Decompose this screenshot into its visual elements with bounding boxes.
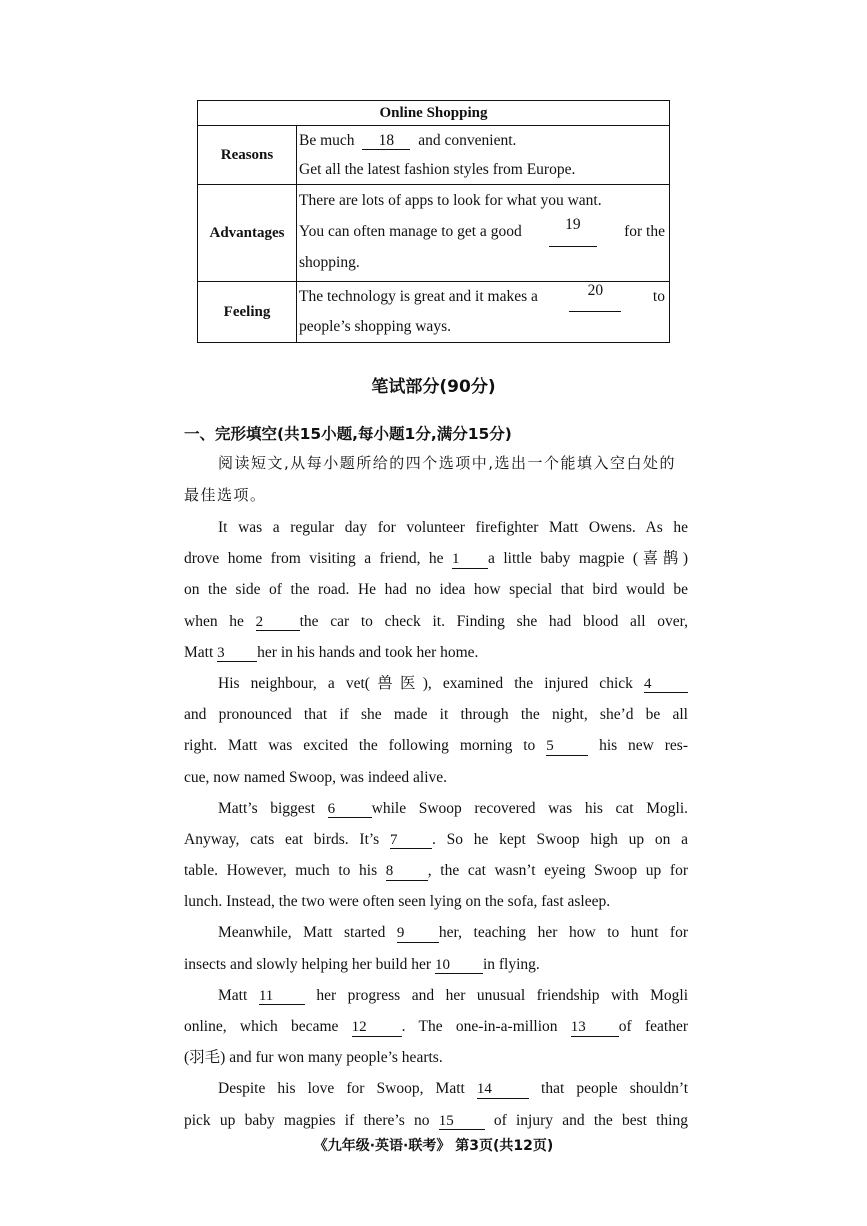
row-content-feeling: [297, 282, 670, 343]
table-row-reasons: [198, 126, 670, 185]
online-shopping-table: [197, 100, 670, 343]
table-row-advantages: [198, 185, 670, 282]
text-segment: . So he kept Swoop high up on a: [431, 830, 689, 848]
blank-6[interactable]: 6: [328, 801, 372, 819]
blank-15[interactable]: 15: [439, 1113, 485, 1131]
page-footer: 《九年级·英语·联考》 第3页(共12页): [313, 1138, 554, 1154]
row-content-advantages: [297, 185, 670, 282]
passage-line: lunch. Instead, the two were often seen lying on the sofa, fast asleep.: [184, 893, 611, 911]
text-segment: of feather: [618, 1018, 689, 1035]
text-line: There are lots of apps to look for what you want.: [299, 192, 602, 209]
section-title: 笔试部分(90分): [371, 377, 496, 397]
text-segment: and convenient.: [418, 132, 517, 149]
text-segment: that people shouldn’t: [541, 1080, 689, 1098]
text-segment: of injury and the best thing: [493, 1111, 688, 1129]
blank-7[interactable]: 7: [390, 832, 432, 850]
text-segment: Be much: [299, 132, 355, 149]
blank-8[interactable]: 8: [386, 863, 428, 881]
blank-14[interactable]: 14: [477, 1081, 529, 1099]
blank-12[interactable]: 12: [352, 1019, 402, 1037]
text-segment: drove home from visiting a friend, he: [184, 550, 444, 568]
text-segment: His neighbour, a vet(兽医), examined the injured chick: [218, 674, 633, 692]
text-segment: Matt: [184, 643, 214, 661]
text-segment: her, teaching her how to hunt for: [438, 924, 689, 942]
passage-line: and pronounced that if she made it through the night, she’d be all: [184, 706, 688, 724]
text-segment: to: [652, 288, 665, 305]
text-segment: table. However, much to his: [184, 862, 378, 880]
blank-19[interactable]: 19: [549, 216, 597, 247]
text-segment: the car to check it. Finding she had blood all over,: [299, 612, 688, 630]
text-segment: , the cat wasn’t eyeing Swoop up for: [427, 862, 689, 880]
text-segment: insects and slowly helping her build her: [184, 955, 432, 973]
blank-2[interactable]: 2: [256, 614, 300, 632]
row-label-reasons: Reasons: [198, 126, 297, 185]
blank-10[interactable]: 10: [435, 957, 483, 975]
text-segment: a little baby magpie (喜鹊): [488, 550, 688, 568]
blank-3[interactable]: 3: [217, 645, 257, 663]
text-segment: . The one-in-a-million: [401, 1018, 558, 1035]
passage-line: It was a regular day for volunteer firefighter Matt Owens. As he: [218, 519, 688, 536]
row-content-reasons: [297, 126, 670, 185]
blank-4[interactable]: 4: [644, 676, 688, 694]
text-segment: Matt’s biggest: [218, 799, 316, 817]
passage-line: cue, now named Swoop, was indeed alive.: [184, 768, 448, 786]
table-row-feeling: [198, 282, 670, 343]
text-segment: in flying.: [482, 955, 540, 973]
text-segment: his new res-: [599, 737, 689, 755]
cloze-passage: [184, 512, 688, 1136]
text-line: Get all the latest fashion styles from Europe.: [299, 161, 576, 178]
text-segment: pick up baby magpies if there’s no: [184, 1111, 430, 1129]
blank-9[interactable]: 9: [397, 925, 439, 943]
text-segment: The technology is great and it makes a: [299, 288, 538, 305]
row-label-feeling: Feeling: [198, 282, 297, 343]
text-segment: right. Matt was excited the following morning to: [184, 737, 536, 755]
text-line: people’s shopping ways.: [299, 318, 451, 335]
text-segment: Despite his love for Swoop, Matt: [218, 1080, 465, 1098]
row-label-advantages: Advantages: [198, 185, 297, 282]
passage-line: on the side of the road. He had no idea how special that bird would be: [184, 581, 688, 599]
part-title: 一、完形填空(共15小题,每小题1分,满分15分): [184, 425, 512, 443]
blank-5[interactable]: 5: [546, 738, 588, 756]
instruction-line-1: 阅读短文,从每小题所给的四个选项中,选出一个能填入空白处的: [218, 454, 677, 472]
blank-11[interactable]: 11: [259, 988, 305, 1006]
table-title: Online Shopping: [198, 101, 670, 126]
text-segment: You can often manage to get a good: [299, 223, 522, 240]
text-segment: while Swoop recovered was his cat Mogli.: [371, 799, 688, 817]
text-segment: Matt: [218, 986, 248, 1004]
text-segment: her progress and her unusual friendship with Mogli: [316, 986, 689, 1004]
text-segment: when he: [184, 612, 244, 630]
text-line: shopping.: [299, 254, 360, 271]
instruction-line-2: 最佳选项。: [184, 486, 267, 504]
blank-18[interactable]: 18: [362, 132, 410, 150]
text-segment: Meanwhile, Matt started: [218, 924, 386, 942]
blank-1[interactable]: 1: [452, 551, 488, 569]
passage-line: (羽毛) and fur won many people’s hearts.: [184, 1049, 443, 1067]
text-segment: for the: [624, 223, 665, 240]
blank-13[interactable]: 13: [571, 1019, 619, 1037]
text-segment: her in his hands and took her home.: [257, 643, 479, 661]
text-segment: online, which became: [184, 1018, 339, 1035]
blank-20[interactable]: 20: [569, 282, 621, 312]
text-segment: Anyway, cats eat birds. It’s: [184, 830, 380, 848]
